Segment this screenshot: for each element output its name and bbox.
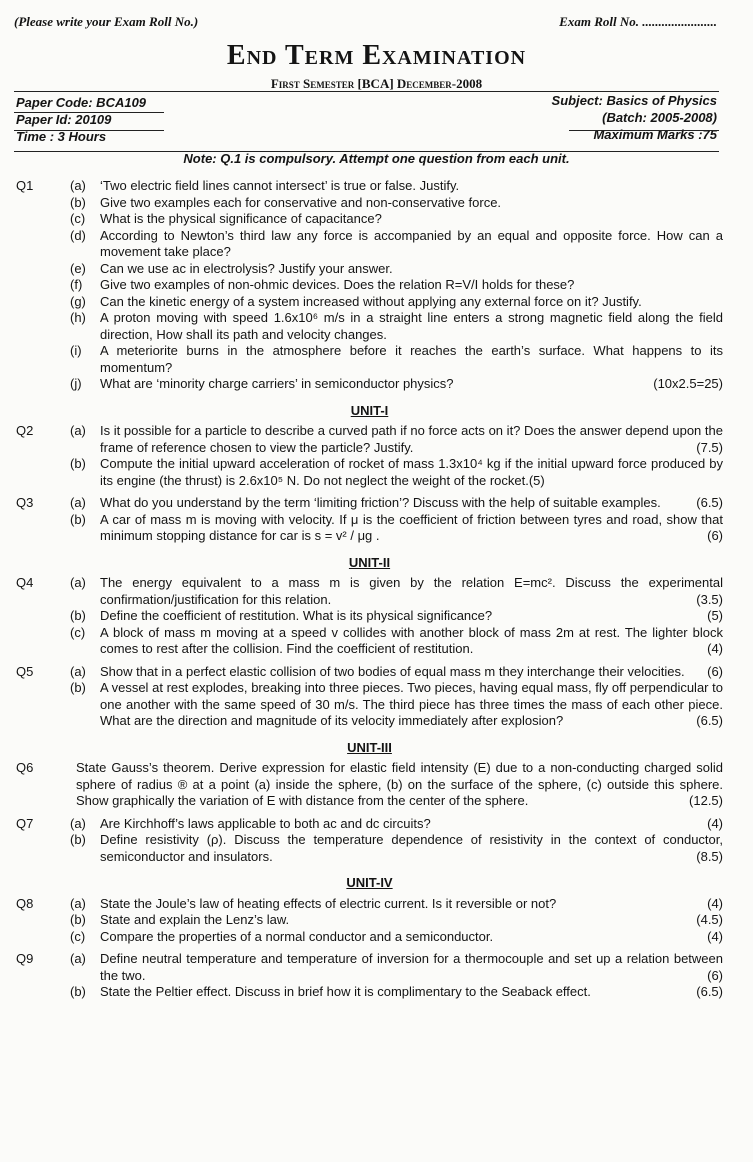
question-part (70, 575, 723, 608)
question-part (70, 376, 723, 393)
part-label: (b) (70, 511, 86, 527)
part-label: (b) (70, 456, 86, 471)
question-part (70, 608, 723, 625)
part-label: (b) (70, 608, 86, 623)
question-part (70, 929, 723, 946)
part-label: (a) (70, 815, 86, 831)
question-6 (16, 760, 723, 810)
part-label: (a) (70, 495, 86, 510)
part-text: State the Peltier effect. Discuss in brief how it is complimentary to the Seaback effect. (100, 984, 591, 999)
question-part (70, 664, 723, 681)
question-7 (16, 816, 723, 866)
question-part (70, 896, 723, 913)
exam-title (0, 40, 753, 72)
unit-heading: UNIT-II (348, 554, 391, 570)
question-part (70, 195, 723, 212)
part-label: (b) (70, 194, 86, 210)
part-label: (j) (70, 376, 82, 391)
roll-number-label: Exam Roll No. ....................... (559, 14, 717, 29)
part-text: A proton moving with speed 1.6x10⁶ m/s in a straight line enters a strong magnetic field along the field direction, How shall its path and velocity changes. (100, 310, 723, 342)
question-part (70, 277, 723, 294)
question-part (70, 832, 723, 865)
question-2 (16, 423, 723, 489)
part-label: (i) (70, 343, 82, 358)
question-number: Q1 (16, 178, 34, 193)
part-text: Compare the properties of a normal conductor and a semiconductor. (100, 928, 494, 944)
part-text: Compute the initial upward acceleration of rocket of mass 1.3x10⁴ kg if the initial upward force produced by its engine (the thrust) is 2.6x10⁵ N. Do not neglect the weight of the rocket. (100, 456, 723, 488)
question-part (70, 310, 723, 343)
question-5 (16, 664, 723, 730)
part-label: (b) (70, 832, 86, 847)
part-label: (a) (70, 951, 86, 966)
paper-id: Paper Id: 20109 (16, 112, 112, 127)
part-marks: (4) (707, 641, 723, 656)
question-number: Q8 (16, 895, 34, 911)
part-text: A meteriorite burns in the atmosphere before it reaches the earth’s surface. What happens to its momentum? (100, 343, 723, 375)
question-1 (16, 178, 723, 393)
question-part (70, 178, 723, 195)
question-number: Q4 (16, 575, 34, 590)
question-part (70, 951, 723, 984)
paper-info-box (14, 91, 719, 152)
question-part (70, 261, 723, 278)
part-marks: (4) (707, 895, 723, 911)
question-number: Q7 (16, 815, 34, 831)
roll-instruction: (Please write your Exam Roll No.) (14, 14, 199, 29)
question-text (76, 760, 723, 810)
part-text: Can the kinetic energy of a system increased without applying any external force on it? Justify. (100, 293, 642, 309)
part-label: (g) (70, 293, 86, 309)
part-marks: (4) (707, 815, 723, 831)
part-label: (a) (70, 895, 86, 911)
part-label: (a) (70, 178, 86, 193)
part-text: Give two examples of non-ohmic devices. Does the relation R=V/I holds for these? (100, 277, 575, 292)
part-marks: (5) (528, 472, 545, 488)
part-marks: (6.5) (696, 984, 723, 999)
paper-info-right (552, 92, 717, 143)
part-label: (h) (70, 310, 86, 325)
part-text: Define neutral temperature and temperature of inversion for a thermocouple and set up a relation between the two. (100, 951, 723, 983)
part-marks: (5) (707, 608, 723, 623)
question-number: Q9 (16, 951, 34, 966)
part-text: State the Joule’s law of heating effects of electric current. Is it reversible or not? (100, 895, 557, 911)
part-text: State and explain the Lenz’s law. (100, 912, 290, 927)
question-list (16, 178, 723, 1007)
question-9 (16, 951, 723, 1001)
question-part (70, 625, 723, 658)
unit-heading: UNIT-I (350, 402, 389, 418)
question-part (70, 423, 723, 456)
question-part (70, 343, 723, 376)
part-text: Can we use ac in electrolysis? Justify your answer. (100, 260, 393, 276)
part-text: According to Newton’s third law any force is accompanied by an equal and opposite force. How can a movement take place? (100, 227, 723, 259)
part-label: (b) (70, 984, 86, 999)
exam-time: Time : 3 Hours (16, 129, 107, 144)
part-label: (d) (70, 227, 86, 243)
question-number: Q6 (16, 760, 34, 775)
part-marks: (6) (707, 663, 723, 679)
part-text: A car of mass m is moving with velocity. If μ is the coefficient of friction between tyres and road, show that minimum stopping distance for car is s = v² / μg . (100, 511, 723, 543)
exam-title-text: End Term Examination (226, 40, 527, 71)
part-text: Are Kirchhoff’s laws applicable to both ac and dc circuits? (100, 815, 431, 831)
question-number: Q5 (16, 663, 34, 679)
instructions-note: Note: Q.1 is compulsory. Attempt one question from each unit. (183, 151, 570, 166)
part-text: A block of mass m moving at a speed v collides with another block of mass 2m at rest. The lighter block comes to rest after the collision. Find the coefficient of restitution. (100, 624, 723, 656)
question-part (70, 456, 723, 489)
semester-text: First Semester [BCA] December-2008 (270, 76, 483, 91)
part-marks: (4) (707, 928, 723, 944)
part-label: (a) (70, 575, 86, 590)
unit-heading: UNIT-III (347, 739, 392, 755)
part-text: Define resistivity (ρ). Discuss the temperature dependence of resistivity in the context of conductor, semiconductor and insulators. (100, 832, 723, 864)
question-part (70, 294, 723, 311)
part-label: (a) (70, 663, 86, 679)
part-label: (b) (70, 912, 86, 927)
question-body: State Gauss’s theorem. Derive expression for elastic field intensity (E) due to a non-conducting charged solid sphere of radius ® at a point (a) inside the sphere, (b) on the surface of the sphere, (c) outside this sphere. Show graphically the variation of E with distance from the center of the sphere. (76, 760, 723, 808)
part-marks: (6.5) (696, 713, 723, 728)
part-label: (c) (70, 211, 86, 226)
question-4 (16, 575, 723, 658)
part-text: A vessel at rest explodes, breaking into three pieces. Two pieces, having equal mass, fly off perpendicular to one another with the same speed of 30 m/s. The third piece has three times the mass of each other piece. What are the direction and magnitude of its velocity immediately after explosion? (100, 680, 723, 728)
part-text: The energy equivalent to a mass m is given by the relation E=mc². Discuss the experimental confirmation/justification for this relation. (100, 575, 723, 607)
part-marks: (6.5) (696, 495, 723, 510)
question-part (70, 495, 723, 512)
part-label: (e) (70, 260, 86, 276)
part-text: What are ‘minority charge carriers’ in semiconductor physics? (100, 376, 454, 391)
part-label: (f) (70, 277, 83, 292)
question-part (70, 512, 723, 545)
part-marks: (10x2.5=25) (653, 376, 723, 391)
question-number: Q3 (16, 495, 34, 510)
paper-code: Paper Code: BCA109 (16, 95, 147, 110)
part-marks: (7.5) (696, 439, 723, 455)
question-3 (16, 495, 723, 545)
semester-line (0, 76, 753, 92)
part-text: Give two examples each for conservative and non-conservative force. (100, 194, 502, 210)
part-text: ‘Two electric field lines cannot intersect’ is true or false. Justify. (100, 178, 460, 193)
unit-heading: UNIT-IV (346, 875, 393, 890)
question-number: Q2 (16, 423, 34, 438)
part-marks: (3.5) (696, 591, 723, 607)
question-part (70, 228, 723, 261)
part-marks: (6) (707, 528, 723, 543)
question-part (70, 984, 723, 1001)
part-marks: (4.5) (696, 912, 723, 927)
part-label: (c) (70, 624, 86, 640)
part-label: (a) (70, 423, 86, 438)
question-8 (16, 896, 723, 946)
question-part (70, 912, 723, 929)
part-marks: (12.5) (689, 793, 723, 808)
max-marks: Maximum Marks :75 (593, 127, 717, 142)
subject: Subject: Basics of Physics (551, 93, 717, 108)
divider (14, 130, 164, 131)
divider (14, 112, 164, 113)
divider (569, 130, 719, 131)
header-top-line (14, 14, 717, 34)
part-label: (b) (70, 680, 86, 695)
batch: (Batch: 2005-2008) (602, 110, 717, 125)
question-part (70, 211, 723, 228)
part-label: (c) (70, 928, 86, 944)
part-text: Define the coefficient of restitution. What is its physical significance? (100, 608, 493, 623)
part-marks: (6) (707, 967, 723, 983)
part-text: What do you understand by the term ‘limiting friction’? Discuss with the help of suitable examples. (100, 495, 661, 510)
question-part (70, 680, 723, 730)
part-marks: (8.5) (696, 848, 723, 864)
paper-info-left (16, 94, 146, 145)
part-text: What is the physical significance of capacitance? (100, 211, 382, 226)
part-text: Show that in a perfect elastic collision of two bodies of equal mass m they interchange their velocities. (100, 663, 685, 679)
part-text: Is it possible for a particle to describe a curved path if no force acts on it? Does the answer depend upon the frame of reference chosen to view the particle? Justify. (100, 423, 723, 455)
question-part (70, 816, 723, 833)
